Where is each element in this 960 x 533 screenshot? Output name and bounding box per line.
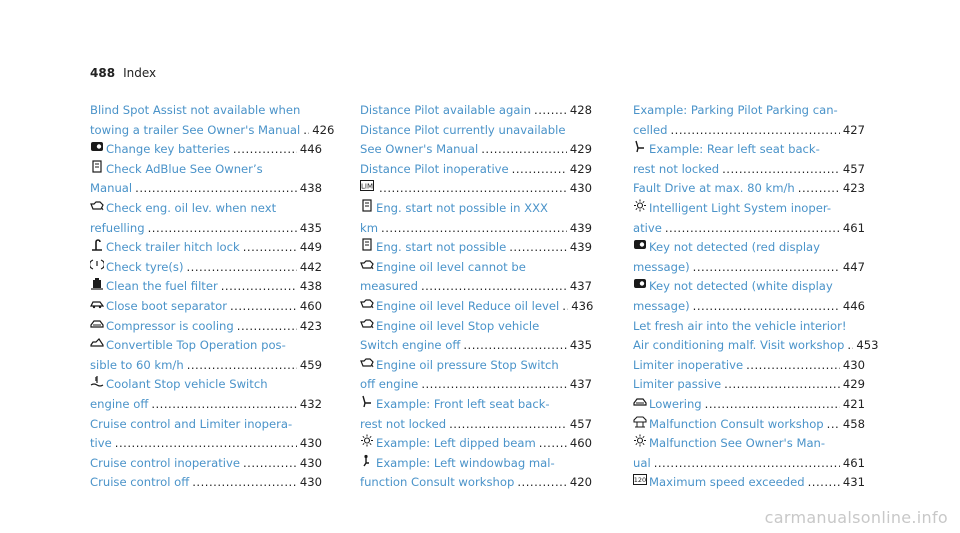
- key-battery-icon: [633, 277, 647, 290]
- entry-page-number: 449: [299, 240, 322, 255]
- entry-text: Eng. start not possible in XXX: [376, 200, 548, 215]
- entry-text: Manual: [90, 181, 133, 196]
- entry-line: [633, 356, 865, 376]
- entry-page-number: 446: [842, 298, 865, 313]
- entry-text: Maximum speed exceeded: [649, 475, 805, 490]
- entry-page-number: 437: [569, 377, 592, 392]
- index-entry[interactable]: [90, 199, 322, 238]
- entry-line: [360, 121, 592, 141]
- leader-dots: [192, 473, 297, 493]
- entry-text: Intelligent Light System inoper-: [649, 200, 832, 215]
- entry-line: [633, 101, 865, 121]
- entry-line: [90, 121, 335, 141]
- index-entry[interactable]: [360, 121, 592, 160]
- entry-line: [90, 179, 322, 199]
- leader-dots: [539, 434, 567, 454]
- index-entry[interactable]: [360, 199, 592, 238]
- oil-can-icon: [90, 199, 104, 212]
- entry-page-number: 458: [842, 416, 865, 431]
- leader-dots: [421, 277, 567, 297]
- entry-text: Engine oil level Stop vehicle: [376, 318, 540, 333]
- leader-dots: [303, 121, 309, 141]
- entry-line: [633, 160, 865, 180]
- index-entry[interactable]: [360, 238, 592, 258]
- leader-dots: [562, 297, 568, 317]
- entry-page-number: 430: [569, 181, 592, 196]
- entry-page-number: 461: [842, 455, 865, 470]
- leader-dots: [187, 356, 297, 376]
- entry-line: [360, 277, 592, 297]
- leader-dots: [517, 473, 567, 493]
- entry-text: Check eng. oil lev. when next: [106, 200, 277, 215]
- entry-page-number: 435: [569, 338, 592, 353]
- entry-text: Example: Left windowbag mal-: [376, 455, 555, 470]
- entry-line: [633, 199, 865, 219]
- leader-dots: [693, 258, 840, 278]
- speed-120-icon: [633, 473, 647, 486]
- entry-page-number: 446: [299, 142, 322, 157]
- entry-line: [633, 258, 865, 278]
- light-icon: [633, 434, 647, 447]
- index-entry[interactable]: [90, 160, 322, 199]
- index-entry[interactable]: [90, 140, 322, 160]
- entry-line: [633, 238, 865, 258]
- index-entry[interactable]: [360, 317, 592, 356]
- entry-text: function Consult workshop: [360, 475, 515, 490]
- entry-line: [360, 454, 592, 474]
- leader-dots: [827, 415, 840, 435]
- entry-line: [360, 160, 592, 180]
- entry-text: rest not locked: [360, 416, 447, 431]
- index-entry[interactable]: [633, 101, 865, 140]
- entry-line: [360, 434, 592, 454]
- entry-text: engine off: [90, 396, 149, 411]
- entry-line: [90, 238, 322, 258]
- index-entry[interactable]: [90, 473, 322, 493]
- entry-line: [633, 179, 865, 199]
- entry-page-number: 429: [569, 161, 592, 176]
- index-entry[interactable]: [90, 258, 322, 278]
- entry-line: [360, 473, 592, 493]
- entry-text: message): [633, 298, 690, 313]
- entry-text: Change key batteries: [106, 142, 230, 157]
- leader-dots: [135, 179, 297, 199]
- entry-page-number: 430: [299, 455, 322, 470]
- entry-text: measured: [360, 279, 418, 294]
- light-icon: [360, 434, 374, 447]
- index-entry[interactable]: [633, 356, 865, 376]
- leader-dots: [237, 317, 297, 337]
- seat-icon: [633, 140, 647, 153]
- entry-text: Check trailer hitch lock: [106, 240, 240, 255]
- entry-text: Air conditioning malf. Visit workshop: [633, 338, 845, 353]
- index-entry[interactable]: [633, 434, 865, 473]
- entry-line: [360, 375, 592, 395]
- entry-text: Lowering: [649, 396, 702, 411]
- entry-text: Cruise control and Limiter inopera-: [90, 416, 293, 431]
- lim-icon: [360, 179, 374, 192]
- leader-dots: [693, 297, 840, 317]
- entry-line: [633, 297, 865, 317]
- entry-page-number: 438: [299, 279, 322, 294]
- entry-text: Check tyre(s): [106, 259, 184, 274]
- entry-text: Engine oil level cannot be: [376, 259, 526, 274]
- entry-text: tive: [90, 436, 112, 451]
- entry-page-number: 460: [569, 436, 592, 451]
- light-icon: [633, 199, 647, 212]
- entry-page-number: 436: [571, 298, 594, 313]
- leader-dots: [722, 160, 840, 180]
- entry-line: [633, 454, 865, 474]
- leader-dots: [449, 415, 567, 435]
- index-entry[interactable]: [360, 356, 592, 395]
- entry-text: message): [633, 259, 690, 274]
- entry-text: off engine: [360, 377, 419, 392]
- entry-text: Convertible Top Operation pos-: [106, 338, 286, 353]
- entry-page-number: 439: [569, 240, 592, 255]
- entry-page-number: 420: [569, 475, 592, 490]
- entry-page-number: 460: [299, 298, 322, 313]
- entry-text: towing a trailer See Owner's Manual: [90, 122, 301, 137]
- leader-dots: [665, 219, 840, 239]
- car-boot-icon: [90, 297, 104, 310]
- engine-start-icon: [360, 238, 374, 251]
- page-header: [90, 66, 156, 80]
- engine-start-icon: [360, 199, 374, 212]
- index-entry[interactable]: [633, 199, 865, 238]
- entry-line: [360, 356, 592, 376]
- leader-dots: [798, 179, 840, 199]
- entry-line: [633, 415, 865, 435]
- suspension-icon: [633, 415, 647, 428]
- entry-line: [633, 121, 865, 141]
- entry-text: celled: [633, 122, 668, 137]
- entry-text: Switch engine off: [360, 338, 461, 353]
- leader-dots: [705, 395, 840, 415]
- entry-text: Let fresh air into the vehicle interior!: [633, 318, 847, 333]
- leader-dots: [115, 434, 297, 454]
- entry-page-number: 421: [842, 396, 865, 411]
- entry-page-number: 439: [569, 220, 592, 235]
- entry-page-number: 461: [842, 220, 865, 235]
- entry-text: sible to 60 km/h: [90, 357, 184, 372]
- index-entry[interactable]: [360, 395, 592, 434]
- leader-dots: [381, 219, 567, 239]
- entry-line: [633, 140, 865, 160]
- leader-dots: [509, 238, 567, 258]
- index-entry[interactable]: [360, 179, 592, 199]
- svg-text:120: 120: [633, 476, 647, 485]
- leader-dots: [481, 140, 567, 160]
- index-entry[interactable]: [633, 277, 865, 316]
- leader-dots: [230, 297, 297, 317]
- entry-line: [90, 356, 322, 376]
- index-entry[interactable]: [90, 277, 322, 297]
- entry-text: Malfunction See Owner's Man-: [649, 436, 826, 451]
- entry-line: [633, 317, 865, 337]
- entry-text: Example: Left dipped beam: [376, 436, 536, 451]
- entry-text: Limiter passive: [633, 377, 722, 392]
- index-entry[interactable]: [633, 473, 865, 493]
- entry-text: Coolant Stop vehicle Switch: [106, 377, 268, 392]
- entry-line: [633, 277, 865, 297]
- leader-dots: [724, 375, 840, 395]
- entry-line: [360, 199, 592, 219]
- entry-text: Close boot separator: [106, 298, 227, 313]
- index-entry[interactable]: [90, 454, 322, 474]
- leader-dots: [847, 336, 853, 356]
- leader-dots: [243, 238, 297, 258]
- entry-text: Limiter inoperative: [633, 357, 744, 372]
- entry-line: [90, 297, 322, 317]
- entry-text: Distance Pilot available again: [360, 103, 532, 117]
- entry-page-number: 423: [299, 318, 322, 333]
- entry-line: [633, 395, 865, 415]
- entry-line: [360, 317, 592, 337]
- index-column-3: [633, 101, 879, 493]
- index-entry[interactable]: [90, 317, 322, 337]
- entry-line: [90, 375, 322, 395]
- fuel-filter-icon: [90, 277, 104, 290]
- coolant-icon: [90, 375, 104, 388]
- index-entry[interactable]: [360, 434, 592, 454]
- entry-page-number: 435: [299, 220, 322, 235]
- oil-can-icon: [360, 356, 374, 369]
- entry-text: Distance Pilot currently unavailable: [360, 122, 566, 137]
- entry-line: [90, 219, 322, 239]
- entry-page-number: 429: [842, 377, 865, 392]
- entry-page-number: 427: [842, 122, 865, 137]
- leader-dots: [654, 454, 840, 474]
- entry-text: Cruise control off: [90, 475, 190, 490]
- entry-text: Example: Parking Pilot Parking can-: [633, 103, 838, 117]
- entry-line: [633, 219, 865, 239]
- entry-line: [90, 199, 322, 219]
- entry-line: [360, 179, 592, 199]
- entry-text: Engine oil pressure Stop Switch: [376, 357, 559, 372]
- oil-can-icon: [360, 297, 374, 310]
- index-column-2: [360, 101, 592, 493]
- entry-page-number: 438: [299, 181, 322, 196]
- entry-page-number: 459: [299, 357, 322, 372]
- entry-line: [633, 434, 865, 454]
- index-column-1: [90, 101, 335, 493]
- entry-line: [360, 219, 592, 239]
- entry-text: ative: [633, 220, 662, 235]
- entry-text: Key not detected (white display: [649, 279, 833, 294]
- entry-page-number: 457: [842, 161, 865, 176]
- index-entry[interactable]: [633, 317, 879, 356]
- index-entry[interactable]: [90, 375, 322, 414]
- entry-line: [360, 415, 592, 435]
- entry-line: [360, 140, 592, 160]
- entry-text: Clean the fuel filter: [106, 279, 218, 294]
- index-entry[interactable]: [633, 179, 865, 199]
- leader-dots: [512, 160, 567, 180]
- entry-line: [633, 375, 865, 395]
- leader-dots: [421, 375, 567, 395]
- entry-text: refuelling: [90, 220, 145, 235]
- entry-line: [90, 434, 322, 454]
- index-entry[interactable]: [360, 258, 592, 297]
- index-entry[interactable]: [360, 160, 592, 180]
- entry-text: Check AdBlue See Owner’s: [106, 161, 263, 176]
- entry-text: rest not locked: [633, 161, 720, 176]
- index-entry[interactable]: [90, 336, 322, 375]
- entry-text: Fault Drive at max. 80 km/h: [633, 181, 795, 196]
- entry-page-number: 429: [569, 142, 592, 157]
- entry-text: See Owner's Manual: [360, 142, 479, 157]
- entry-line: [90, 101, 322, 121]
- oil-can-icon: [360, 258, 374, 271]
- entry-line: [360, 297, 592, 317]
- leader-dots: [148, 219, 297, 239]
- index-entry[interactable]: [360, 297, 592, 317]
- convertible-icon: [90, 336, 104, 349]
- entry-line: [90, 415, 322, 435]
- entry-page-number: 453: [856, 338, 879, 353]
- entry-text: Example: Rear left seat back-: [649, 142, 820, 157]
- tyre-icon: [90, 258, 104, 271]
- index-entry[interactable]: [633, 395, 865, 415]
- entry-text: Engine oil level Reduce oil level: [376, 298, 560, 313]
- key-battery-icon: [633, 238, 647, 251]
- index-entry[interactable]: [633, 375, 865, 395]
- leader-dots: [233, 140, 297, 160]
- leader-dots: [187, 258, 297, 278]
- index-entry[interactable]: [633, 140, 865, 179]
- entry-text: Blind Spot Assist not available when: [90, 103, 301, 117]
- index-entry[interactable]: [90, 238, 322, 258]
- section-title: Index: [123, 66, 157, 80]
- entry-line: [90, 336, 322, 356]
- leader-dots: [243, 454, 297, 474]
- entry-text: Compressor is cooling: [106, 318, 234, 333]
- watermark: carmanualsonline.info: [764, 508, 948, 527]
- entry-text: km: [360, 220, 379, 235]
- window-icon: [360, 454, 374, 467]
- entry-line: [90, 140, 322, 160]
- seat-icon: [360, 395, 374, 408]
- entry-line: [90, 258, 322, 278]
- leader-dots: [379, 179, 567, 199]
- entry-page-number: 430: [842, 357, 865, 372]
- index-entry[interactable]: [90, 101, 335, 140]
- index-entry[interactable]: [90, 297, 322, 317]
- entry-page-number: 426: [312, 122, 335, 137]
- svg-text:LIM: LIM: [360, 182, 374, 191]
- entry-text: Distance Pilot inoperative: [360, 161, 509, 176]
- entry-line: [360, 258, 592, 278]
- entry-page-number: 430: [299, 436, 322, 451]
- entry-line: [90, 454, 322, 474]
- entry-text: Cruise control inoperative: [90, 455, 240, 470]
- leader-dots: [670, 121, 839, 141]
- page-number: 488: [90, 66, 116, 80]
- leader-dots: [808, 473, 840, 493]
- trailer-hitch-icon: [90, 238, 104, 251]
- entry-page-number: 423: [842, 181, 865, 196]
- entry-line: [633, 336, 879, 356]
- index-entry[interactable]: [360, 101, 592, 121]
- car-compressor-icon: [90, 317, 104, 330]
- entry-line: [90, 473, 322, 493]
- entry-text: Malfunction Consult workshop: [649, 416, 824, 431]
- entry-page-number: 447: [842, 259, 865, 274]
- entry-page-number: 457: [569, 416, 592, 431]
- index-entry[interactable]: [633, 415, 865, 435]
- entry-line: [90, 317, 322, 337]
- entry-text: Eng. start not possible: [376, 240, 507, 255]
- entry-page-number: 437: [569, 279, 592, 294]
- leader-dots: [746, 356, 840, 376]
- index-entry[interactable]: [360, 454, 592, 493]
- entry-text: ual: [633, 455, 651, 470]
- key-battery-icon: [90, 140, 104, 153]
- entry-page-number: 442: [299, 259, 322, 274]
- entry-text: Example: Front left seat back-: [376, 396, 550, 411]
- entry-page-number: 428: [569, 103, 592, 117]
- car-compressor-icon: [633, 395, 647, 408]
- entry-page-number: 431: [842, 475, 865, 490]
- entry-line: [360, 101, 592, 121]
- entry-line: [90, 160, 322, 180]
- leader-dots: [221, 277, 297, 297]
- leader-dots: [534, 101, 567, 121]
- index-entry[interactable]: [633, 238, 865, 277]
- leader-dots: [151, 395, 297, 415]
- oil-can-icon: [360, 317, 374, 330]
- entry-line: [360, 336, 592, 356]
- entry-line: [360, 395, 592, 415]
- entry-page-number: 430: [299, 475, 322, 490]
- entry-line: [90, 395, 322, 415]
- adblue-icon: [90, 160, 104, 173]
- entry-line: [360, 238, 592, 258]
- index-entry[interactable]: [90, 415, 322, 454]
- entry-page-number: 432: [299, 396, 322, 411]
- entry-line: [633, 473, 865, 493]
- entry-text: Key not detected (red display: [649, 240, 821, 255]
- leader-dots: [463, 336, 567, 356]
- entry-line: [90, 277, 322, 297]
